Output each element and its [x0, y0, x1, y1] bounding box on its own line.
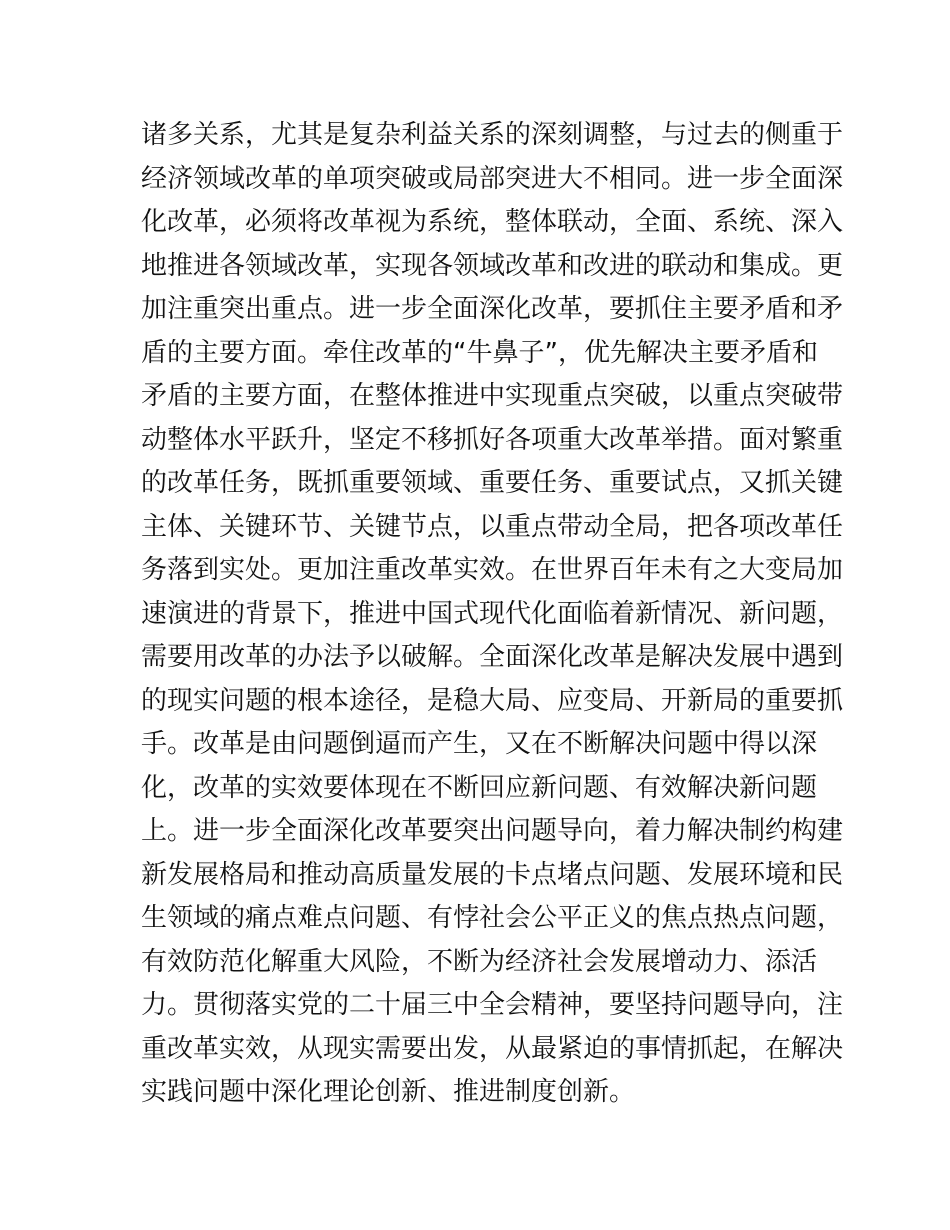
text-line: 新发展格局和推动高质量发展的卡点堵点问题、发展环境和民 — [141, 859, 844, 890]
text-line: 有效防范化解重大风险，不断为经济社会发展增动力、添活 — [141, 946, 818, 977]
text-line: 重改革实效，从现实需要出发，从最紧迫的事情抓起，在解决 — [141, 1033, 844, 1064]
text-line: 速演进的背景下，推进中国式现代化面临着新情况、新问题， — [141, 598, 844, 629]
text-line: 需要用改革的办法予以破解。全面深化改革是解决发展中遇到 — [141, 642, 844, 672]
text-line: 生领域的痛点难点问题、有悖社会公平正义的焦点热点问题， — [141, 903, 844, 933]
text-line: 上。进一步全面深化改革要突出问题导向，着力解决制约构建 — [141, 816, 844, 846]
text-line: 力。贯彻落实党的二十届三中全会精神，要坚持问题导向，注 — [141, 990, 844, 1020]
text-line: 化，改革的实效要体现在不断回应新问题、有效解决新问题 — [141, 772, 818, 803]
text-line: 务落到实处。更加注重改革实效。在世界百年未有之大变局加 — [141, 555, 844, 585]
text-line: 经济领域改革的单项突破或局部突进大不相同。进一步全面深 — [141, 163, 844, 194]
text-line: 的改革任务，既抓重要领域、重要任务、重要试点，又抓关键 — [141, 468, 844, 498]
text-line: 实践问题中深化理论创新、推进制度创新。 — [141, 1077, 636, 1107]
text-line: 手。改革是由问题倒逼而产生，又在不断解决问题中得以深 — [141, 729, 818, 759]
text-line: 盾的主要方面。牵住改革的“牛鼻子”，优先解决主要矛盾和 — [141, 337, 818, 368]
text-line: 的现实问题的根本途径，是稳大局、应变局、开新局的重要抓 — [141, 685, 844, 716]
text-line: 加注重突出重点。进一步全面深化改革，要抓住主要矛盾和矛 — [141, 294, 844, 324]
text-line: 主体、关键环节、关键节点，以重点带动全局，把各项改革任 — [141, 511, 844, 542]
text-line: 矛盾的主要方面，在整体推进中实现重点突破，以重点突破带 — [141, 381, 844, 411]
text-line: 动整体水平跃升，坚定不移抓好各项重大改革举措。面对繁重 — [141, 424, 844, 455]
body-paragraph — [141, 114, 844, 1115]
text-line: 地推进各领域改革，实现各领域改革和改进的联动和集成。更 — [141, 250, 844, 281]
text-line: 诸多关系，尤其是复杂利益关系的深刻调整，与过去的侧重于 — [141, 120, 844, 150]
text-line: 化改革，必须将改革视为系统，整体联动，全面、系统、深入 — [141, 207, 844, 237]
